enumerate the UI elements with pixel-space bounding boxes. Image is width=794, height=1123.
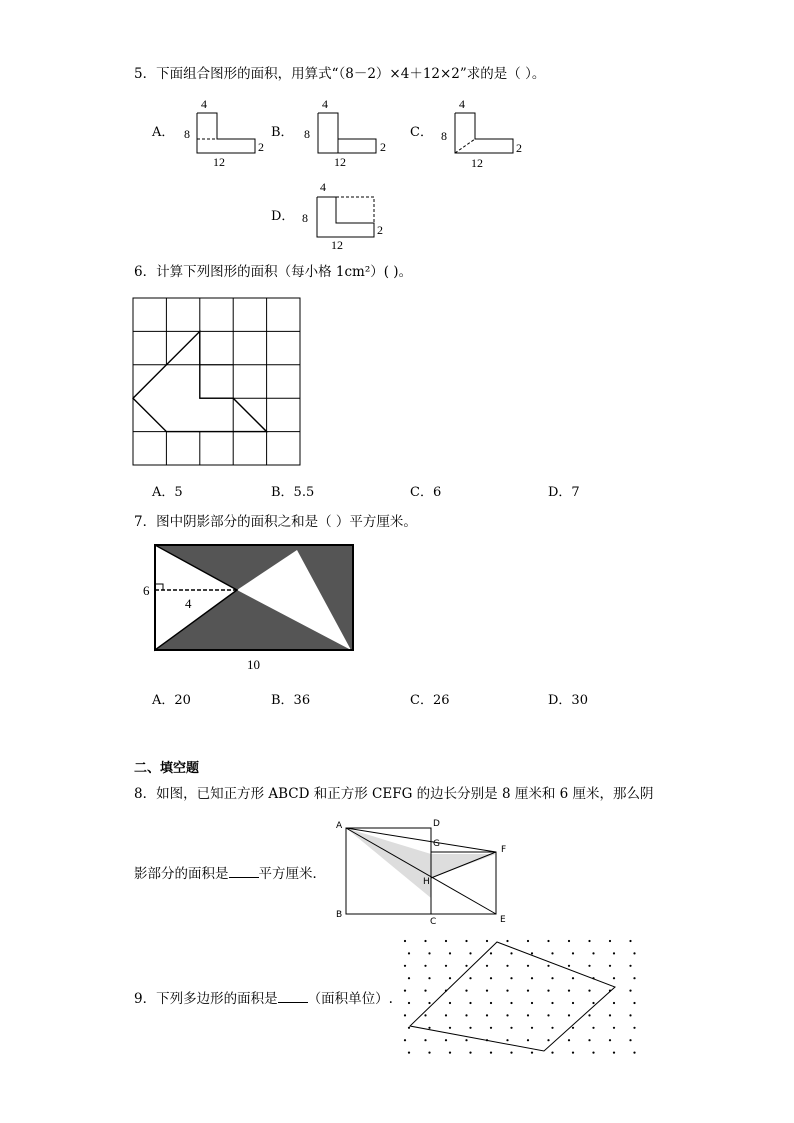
q9-grid-dot [588, 965, 590, 967]
q9-grid-dot [609, 940, 611, 942]
q9-grid-dot [572, 1027, 574, 1029]
q9-grid-dot [592, 1002, 594, 1004]
q9-grid-dot [592, 1027, 594, 1029]
q9-grid-dot [547, 1039, 549, 1041]
q8-answer-blank[interactable] [229, 865, 259, 878]
q9-grid-dot [486, 1014, 488, 1016]
q9-grid-dot [572, 1052, 574, 1054]
q9-grid-dot [551, 1027, 553, 1029]
q9-grid-dot [527, 940, 529, 942]
q5-c-left-label: 8 [441, 129, 447, 143]
q8-stem-line2 [134, 865, 326, 882]
q9-grid-dot [490, 952, 492, 954]
q9-grid-dot [629, 940, 631, 942]
q9-grid-dot [588, 990, 590, 992]
q5-figure-c [438, 96, 518, 156]
q9-grid-dot [465, 940, 467, 942]
q9-grid-dot [527, 990, 529, 992]
q5-d-left-label: 8 [302, 211, 308, 225]
q6-option-d[interactable]: D．7 [548, 485, 580, 500]
q9-grid-dot [588, 940, 590, 942]
q9-grid-dot [428, 952, 430, 954]
q9-grid-dot [490, 1052, 492, 1054]
q9-grid-dot [527, 965, 529, 967]
q8-point-c: C [430, 917, 437, 927]
q9-grid-dot [445, 1014, 447, 1016]
q9-grid-dot [404, 965, 406, 967]
q5-c-right-label: 2 [516, 141, 522, 155]
q9-grid-dot [424, 965, 426, 967]
q9-grid-dot [510, 1027, 512, 1029]
q8-point-f: F [501, 845, 507, 855]
q5-d-right-label: 2 [377, 223, 383, 237]
q9-grid-dot [404, 990, 406, 992]
q9-answer-blank[interactable] [278, 990, 308, 1003]
q5-b-bottom-label: 12 [334, 155, 346, 169]
q9-grid-dot [613, 952, 615, 954]
q6-option-a[interactable]: A．5 [152, 485, 183, 500]
q9-grid-dot [613, 1027, 615, 1029]
q9-grid-dot [510, 1052, 512, 1054]
q9-grid-dot [469, 1052, 471, 1054]
q9-grid-dot [465, 990, 467, 992]
q9-grid-dot [469, 952, 471, 954]
q5-a-top-label: 4 [201, 97, 207, 111]
q9-grid-dot [408, 952, 410, 954]
q9-grid-dot [486, 940, 488, 942]
q6-grid-figure [133, 298, 303, 468]
q9-grid-dot [531, 952, 533, 954]
q9-text-before-blank: 9．下列多边形的面积是 [134, 991, 278, 1007]
q9-grid-dot [531, 1002, 533, 1004]
q9-grid-dot [609, 1039, 611, 1041]
q9-grid-dot [404, 940, 406, 942]
q9-grid-dot [609, 1014, 611, 1016]
q9-grid-dot [428, 977, 430, 979]
q9-grid-dot [490, 1002, 492, 1004]
q9-polygon [410, 942, 615, 1051]
q9-grid-dot [551, 1052, 553, 1054]
q9-grid-dot [551, 952, 553, 954]
q9-text-after-blank: （面积单位）. [307, 991, 393, 1007]
q9-grid-dot [506, 965, 508, 967]
q9-grid-dot [629, 1014, 631, 1016]
q9-grid-dot [424, 940, 426, 942]
q5-d-bottom-label: 12 [331, 238, 343, 252]
q5-a-bottom-label: 12 [213, 155, 225, 169]
q9-grid-dot [592, 952, 594, 954]
q9-grid-dot [572, 977, 574, 979]
q5-b-top-label: 4 [322, 97, 328, 111]
q9-grid-dot [572, 1002, 574, 1004]
q9-grid-dot [629, 990, 631, 992]
q5-figure-b [302, 96, 382, 156]
q9-grid-dot [592, 1052, 594, 1054]
q9-grid-dot [449, 1027, 451, 1029]
q5-option-c-letter[interactable]: C． [410, 125, 433, 140]
q9-grid-dot [531, 1027, 533, 1029]
q9-grid-dot [408, 1052, 410, 1054]
q9-grid-dot [408, 977, 410, 979]
q8-text-after-blank: 平方厘米． [258, 866, 326, 882]
q8-point-a: A [336, 821, 343, 831]
q9-grid-dot [547, 940, 549, 942]
q9-grid-dot [547, 990, 549, 992]
q8-stem-line1: 8．如图，已知正方形 ABCD 和正方形 CEFG 的边长分别是 8 厘米和 6 厘米，那么阴 [134, 786, 654, 802]
section-heading-fill-in: 二、填空题 [134, 761, 200, 776]
q5-option-a-letter[interactable]: A． [152, 125, 175, 140]
q9-grid-dot [551, 977, 553, 979]
q9-grid-dot [449, 1052, 451, 1054]
q9-dot-grid-figure [402, 938, 642, 1058]
q5-stem: 5．下面组合图形的面积，用算式“（8－2）×4＋12×2”求的是（ ）。 [134, 66, 546, 82]
q9-grid-dot [633, 977, 635, 979]
q8-point-e: E [500, 915, 506, 925]
q8-text-before-blank: 影部分的面积是 [134, 866, 229, 882]
q9-grid-dot [445, 965, 447, 967]
q7-width-label: 10 [247, 657, 260, 672]
q9-grid-dot [506, 990, 508, 992]
q9-grid-dot [510, 952, 512, 954]
q5-c-bottom-label: 12 [471, 156, 483, 170]
q8-point-d: D [433, 819, 440, 829]
q9-grid-dot [506, 1039, 508, 1041]
q6-option-c[interactable]: C．6 [410, 485, 442, 500]
q9-grid-dot [613, 977, 615, 979]
q9-grid-dot [547, 1014, 549, 1016]
q9-grid-dot [490, 977, 492, 979]
q9-grid-dot [510, 977, 512, 979]
q9-grid-dot [465, 1039, 467, 1041]
q9-grid-dot [469, 1002, 471, 1004]
q9-grid-dot [568, 965, 570, 967]
q9-grid-dot [490, 1027, 492, 1029]
q9-grid-dot [465, 965, 467, 967]
q9-grid-dot [510, 1002, 512, 1004]
q6-stem: 6．计算下列图形的面积（每小格 1cm²）( )。 [134, 264, 413, 280]
q9-grid-dot [428, 1002, 430, 1004]
q7-option-a[interactable]: A．20 [152, 693, 191, 708]
q9-grid-dot [547, 965, 549, 967]
q9-grid-dot [449, 1002, 451, 1004]
q9-grid-dot [424, 1014, 426, 1016]
q9-grid-dot [424, 990, 426, 992]
q9-grid-dot [408, 1002, 410, 1004]
q9-grid-dot [531, 977, 533, 979]
q9-grid-dot [428, 1027, 430, 1029]
q9-grid-dot [531, 1052, 533, 1054]
q9-grid-dot [506, 1014, 508, 1016]
q9-grid-dot [445, 1039, 447, 1041]
q9-grid-dot [408, 1027, 410, 1029]
q9-grid-dot [568, 940, 570, 942]
q9-grid-dot [629, 965, 631, 967]
q7-option-c[interactable]: C．26 [410, 693, 450, 708]
q9-grid-dot [486, 965, 488, 967]
q9-grid-dot [424, 1039, 426, 1041]
q9-grid-dot [588, 1039, 590, 1041]
q9-grid-dot [469, 1027, 471, 1029]
q5-b-left-label: 8 [304, 127, 310, 141]
q7-option-b[interactable]: B．36 [271, 693, 311, 708]
q9-grid-dot [465, 1014, 467, 1016]
q6-option-b[interactable]: B．5.5 [271, 485, 315, 500]
q9-grid-dot [551, 1002, 553, 1004]
q9-grid-dot [633, 952, 635, 954]
q5-option-b-letter[interactable]: B． [271, 125, 294, 140]
q9-grid-dot [486, 990, 488, 992]
q5-d-top-label: 4 [320, 180, 326, 194]
q7-height-label: 6 [143, 583, 150, 598]
q8-point-g: G [433, 839, 440, 849]
q7-option-d[interactable]: D．30 [548, 693, 588, 708]
q7-segment-label: 4 [185, 596, 192, 611]
q5-b-right-label: 2 [380, 140, 386, 154]
q7-stem: 7．图中阴影部分的面积之和是（ ）平方厘米。 [134, 514, 417, 530]
q8-point-b: B [336, 910, 343, 920]
q5-a-right-label: 2 [258, 140, 264, 154]
q9-grid-dot [613, 1002, 615, 1004]
q9-grid-dot [609, 965, 611, 967]
q9-grid-dot [445, 940, 447, 942]
q9-grid-dot [428, 1052, 430, 1054]
q9-grid-dot [568, 990, 570, 992]
q9-grid-dot [449, 977, 451, 979]
q5-figure-a [180, 96, 260, 156]
q9-grid-dot [568, 1039, 570, 1041]
q9-grid-dot [527, 1039, 529, 1041]
q5-figure-d [300, 180, 380, 240]
q5-option-d-letter[interactable]: D． [271, 209, 295, 224]
q9-grid-dot [568, 1014, 570, 1016]
q9-grid-dot [449, 952, 451, 954]
q9-grid-dot [506, 940, 508, 942]
q9-grid-dot [613, 1052, 615, 1054]
q9-grid-dot [633, 1002, 635, 1004]
q9-grid-dot [633, 1052, 635, 1054]
q9-grid-dot [404, 1039, 406, 1041]
q5-c-top-label: 4 [459, 97, 465, 111]
q9-grid-dot [633, 1027, 635, 1029]
q8-point-h: H [423, 877, 430, 887]
q9-grid-dot [572, 952, 574, 954]
q9-grid-dot [527, 1014, 529, 1016]
q9-stem [134, 990, 393, 1007]
q9-grid-dot [588, 1014, 590, 1016]
q5-a-left-label: 8 [184, 127, 190, 141]
q9-grid-dot [629, 1039, 631, 1041]
q9-grid-dot [469, 977, 471, 979]
q9-grid-dot [404, 1014, 406, 1016]
